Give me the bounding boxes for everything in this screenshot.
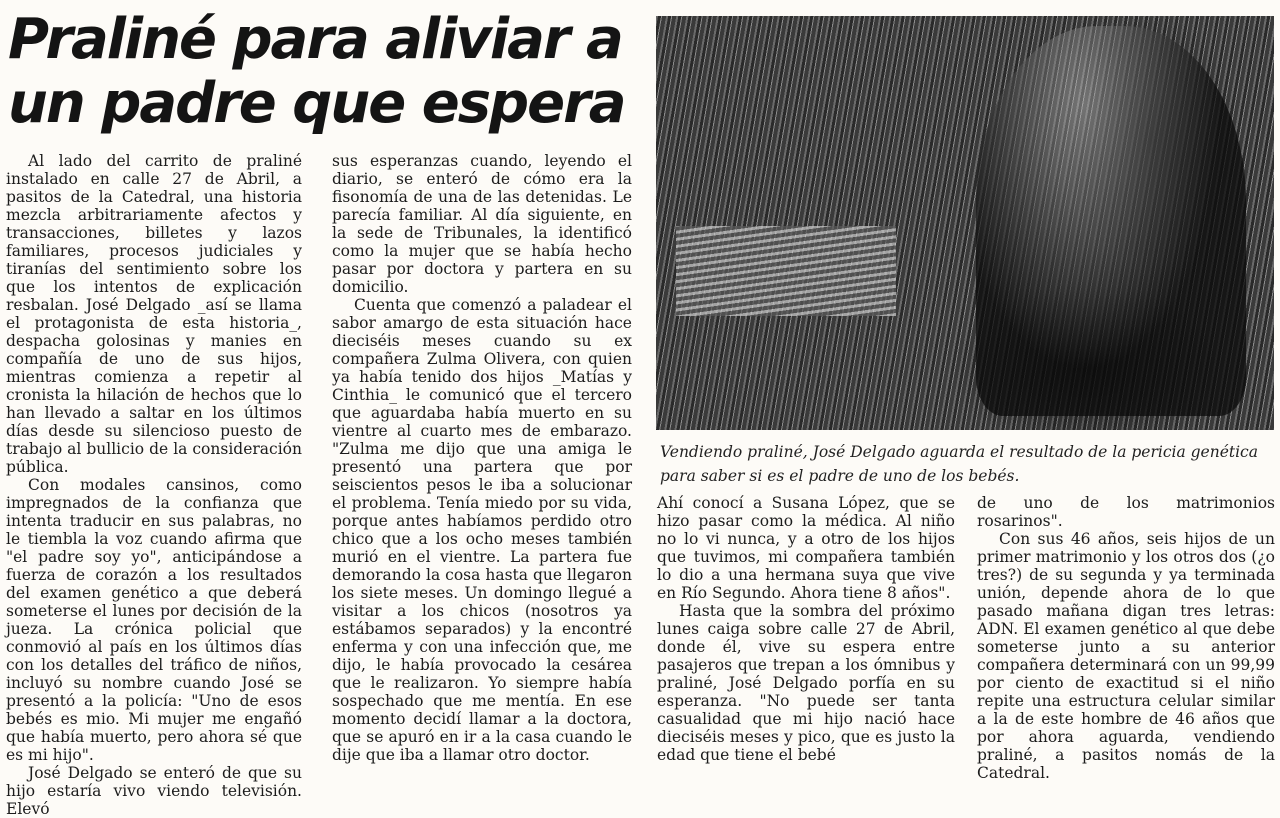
article-column-4: [977, 494, 1275, 782]
article-headline: Praliné para aliviar a un padre que espera: [8, 7, 625, 136]
article-column-2: [332, 152, 632, 764]
column-3-paragraph-1: Ahí conocí a Susana López, que se hizo pasar como la médica. Al niño no lo vi nunca, y a otro de los hijos que tuvimos, mi compañera también lo dio a una hermana suya que vive en Río Segundo. Ahora tiene 8 años".: [657, 494, 955, 602]
photo-foreground-texture: [676, 226, 896, 316]
column-4-paragraph-1: de uno de los matrimonios rosarinos".: [977, 494, 1275, 530]
column-2-paragraph-1: sus esperanzas cuando, leyendo el diario, se enteró de cómo era la fisonomía de una de las detenidas. Le parecía familiar. Al día siguiente, en la sede de Tribunales, la identificó como la mujer que se había hecho pasar por doctora y partera en su domicilio.: [332, 152, 632, 296]
article-column-1: [6, 152, 302, 818]
column-3-paragraph-2: Hasta que la sombra del próximo lunes caiga sobre calle 27 de Abril, donde él, vive su espera entre pasajeros que trepan a los ómnibus y praliné, José Delgado porfía en su esperanza. "No puede ser tanta casualidad que mi hijo nació hace dieciséis meses y pico, que es justo la edad que tiene el bebé: [657, 602, 955, 764]
column-1-paragraph-1: Al lado del carrito de praliné instalado en calle 27 de Abril, a pasitos de la Catedral, una historia mezcla arbitrariamente afectos y transacciones, billetes y lazos familiares, procesos judiciales y tiranías del sentimiento sobre los que los intentos de explicación resbalan. José Delgado _así se llama el protagonista de esta historia_, despacha golosinas y manies en compañía de uno de sus hijos, mientras comienza a repetir al cronista la hilación de hechos que lo han llevado a saltar en los últimos días desde su silencioso puesto de trabajo al bullicio de la consideración pública.: [6, 152, 302, 476]
column-2-paragraph-2: Cuenta que comenzó a paladear el sabor amargo de esta situación hace dieciséis meses cuando su ex compañera Zulma Olivera, con quien ya había tenido dos hijos _Matías y Cinthia_ le comunicó que el tercero que aguardaba había muerto en su vientre al cuarto mes de embarazo. "Zulma me dijo que una amiga le presentó una partera que por seiscientos pesos le iba a solucionar el problema. Tenía miedo por su vida, porque antes habíamos perdido otro chico que a los ocho meses también murió en el vientre. La partera fue demorando la cosa hasta que llegaron los siete meses. Un domingo llegué a visitar a los chicos (nosotros ya estábamos separados) y la encontré enferma y con una infección que, me dijo, le había provocado la cesárea que le realizaron. Yo siempre había sospechado que me mentía. En ese momento decidí llamar a la doctora, que se apuró en ir a la casa cuando le dije que iba a llamar otro doctor.: [332, 296, 632, 764]
column-1-paragraph-2: Con modales cansinos, como impregnados de la confianza que intenta traducir en sus palabras, no le tiembla la voz cuando afirma que "el padre soy yo", anticipándose a fuerza de corazón a los resultados del examen genético a que deberá someterse el lunes por decisión de la jueza. La crónica policial que conmovió al país en los últimos días con los detalles del tráfico de niños, incluyó su nombre cuando José se presentó a la policía: "Uno de esos bebés es mio. Mi mujer me engañó que había muerto, pero ahora sé que es mi hijo".: [6, 476, 302, 764]
photo-vendor-figure: [976, 26, 1246, 416]
article-column-3: [657, 494, 955, 764]
column-4-paragraph-2: Con sus 46 años, seis hijos de un primer matrimonio y los otros dos (¿o tres?) de su segunda y ya terminada unión, depende ahora de lo que pasado mañana digan tres letras: ADN. El examen genético al que debe someterse junto a su anterior compañera determinará con un 99,99 por ciento de exactitud si el niño repite una estructura celular similar a la de este hombre de 46 años que por ahora aguarda, vendiendo praliné, a pasitos nomás de la Catedral.: [977, 530, 1275, 782]
news-photo: [656, 16, 1274, 430]
column-1-paragraph-3: José Delgado se enteró de que su hijo estaría vivo viendo televisión. Elevó: [6, 764, 302, 818]
photo-caption: Vendiendo praliné, José Delgado aguarda el resultado de la pericia genética para saber si es el padre de uno de los bebés.: [660, 443, 1258, 485]
